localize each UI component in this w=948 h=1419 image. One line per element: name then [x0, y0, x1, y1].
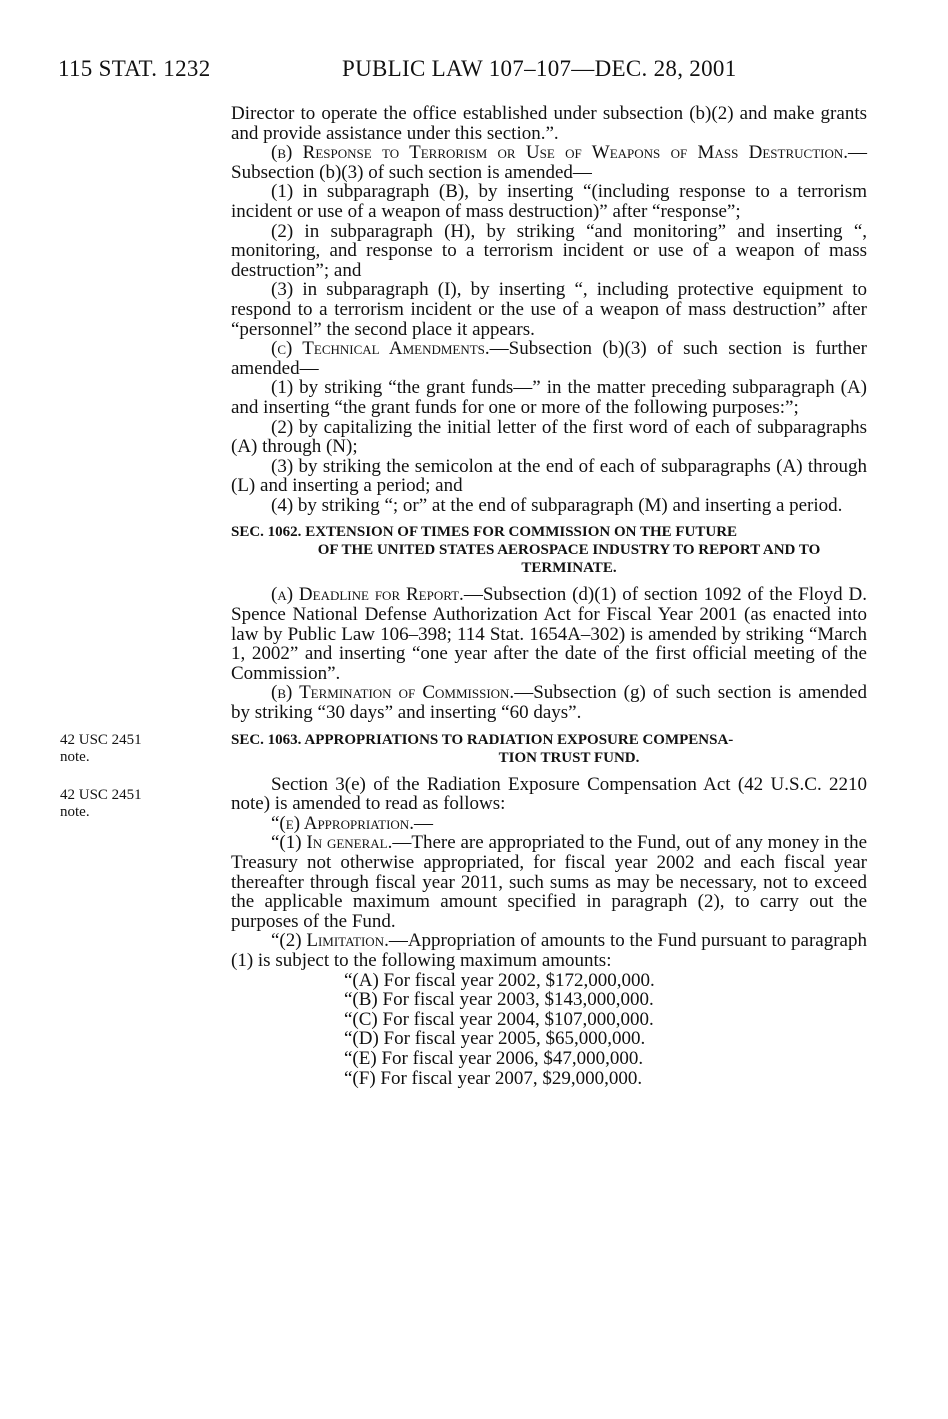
paragraph: (b) Response to Terrorism or Use of Weapons of Mass Destruction.—Subsection (b)(3) of such section is amended—: [231, 142, 867, 183]
paragraph: (3) in subparagraph (I), by inserting “, including protective equipment to respond to a terrorism incident or the use of a weapon of mass destruction” after “personnel” the second place it appears.: [231, 279, 867, 340]
paragraph: (2) in subparagraph (H), by striking “and monitoring” and inserting “, monitoring, and response to a terrorism incident or use of a weapon of mass destruction”; and: [231, 220, 867, 281]
amount-line: “(F) For fiscal year 2007, $29,000,000.: [344, 1067, 643, 1089]
page-header: [58, 56, 868, 90]
body-text: [231, 104, 867, 1088]
margin-note: 42 USC 2451 note.: [60, 732, 142, 765]
amount-line: “(A) For fiscal year 2002, $172,000,000.: [344, 969, 655, 991]
section-heading: SEC. 1063. APPROPRIATIONS TO RADIATION EXPOSURE COMPENSA- TION TRUST FUND.: [231, 731, 734, 766]
paragraph: “(e) Appropriation.—: [271, 812, 433, 834]
paragraph: Section 3(e) of the Radiation Exposure Compensation Act (42 U.S.C. 2210 note) is amended to read as follows:: [231, 773, 867, 815]
paragraph: (4) by striking “; or” at the end of subparagraph (M) and inserting a period.: [271, 494, 843, 516]
paragraph: “(2) Limitation.—Appropriation of amounts to the Fund pursuant to paragraph (1) is subject to the following maximum amounts:: [231, 930, 867, 971]
paragraph: Director to operate the office established under subsection (b)(2) and make grants and provide assistance under this section.”.: [231, 103, 867, 144]
paragraph: (2) by capitalizing the initial letter of the first word of each of subparagraphs (A) through (N);: [231, 416, 867, 458]
page-title: PUBLIC LAW 107–107—DEC. 28, 2001: [342, 56, 737, 81]
page-reference: 115 STAT. 1232: [58, 56, 211, 81]
paragraph: (1) by striking “the grant funds—” in the matter preceding subparagraph (A) and inserting “the grant funds for one or more of the following purposes:”;: [231, 377, 867, 418]
amount-line: “(E) For fiscal year 2006, $47,000,000.: [344, 1047, 644, 1069]
paragraph: (1) in subparagraph (B), by inserting “(including response to a terrorism incident or use of a weapon of mass destruction)” after “response”;: [231, 181, 867, 222]
amount-line: “(D) For fiscal year 2005, $65,000,000.: [344, 1028, 646, 1050]
paragraph: (3) by striking the semicolon at the end of each of subparagraphs (A) through (L) and inserting a period; and: [231, 455, 867, 497]
paragraph: (b) Termination of Commission.—Subsection (g) of such section is amended by striking “30 days” and inserting “60 days”.: [231, 682, 867, 724]
amount-line: “(B) For fiscal year 2003, $143,000,000.: [344, 989, 654, 1011]
paragraph: (c) Technical Amendments.—Subsection (b)(3) of such section is further amended—: [231, 338, 867, 379]
amount-line: “(C) For fiscal year 2004, $107,000,000.: [344, 1008, 654, 1030]
paragraph: “(1) In general.—There are appropriated to the Fund, out of any money in the Treasury not otherwise appropriated, for fiscal year 2002 and each fiscal year thereafter through fiscal year 2011, such sums as may be necessary, not to exceed the applicable maximum amount specified in paragraph (2), to carry out the purposes of the Fund.: [231, 832, 867, 932]
section-heading: SEC. 1062. EXTENSION OF TIMES FOR COMMISSION ON THE FUTURE OF THE UNITED STATES AEROSPACE INDUSTRY TO REPORT AND TO TERMINATE.: [231, 524, 821, 577]
paragraph: (a) Deadline for Report.—Subsection (d)(1) of section 1092 of the Floyd D. Spence National Defense Authorization Act for Fiscal Year 2001 (as enacted into law by Public Law 106–398; 114 Stat. 1654A–302) is amended by striking “March 1, 2002” and inserting “one year after the date of the first official meeting of the Commission”.: [231, 584, 867, 684]
margin-note: 42 USC 2451 note.: [60, 787, 142, 820]
